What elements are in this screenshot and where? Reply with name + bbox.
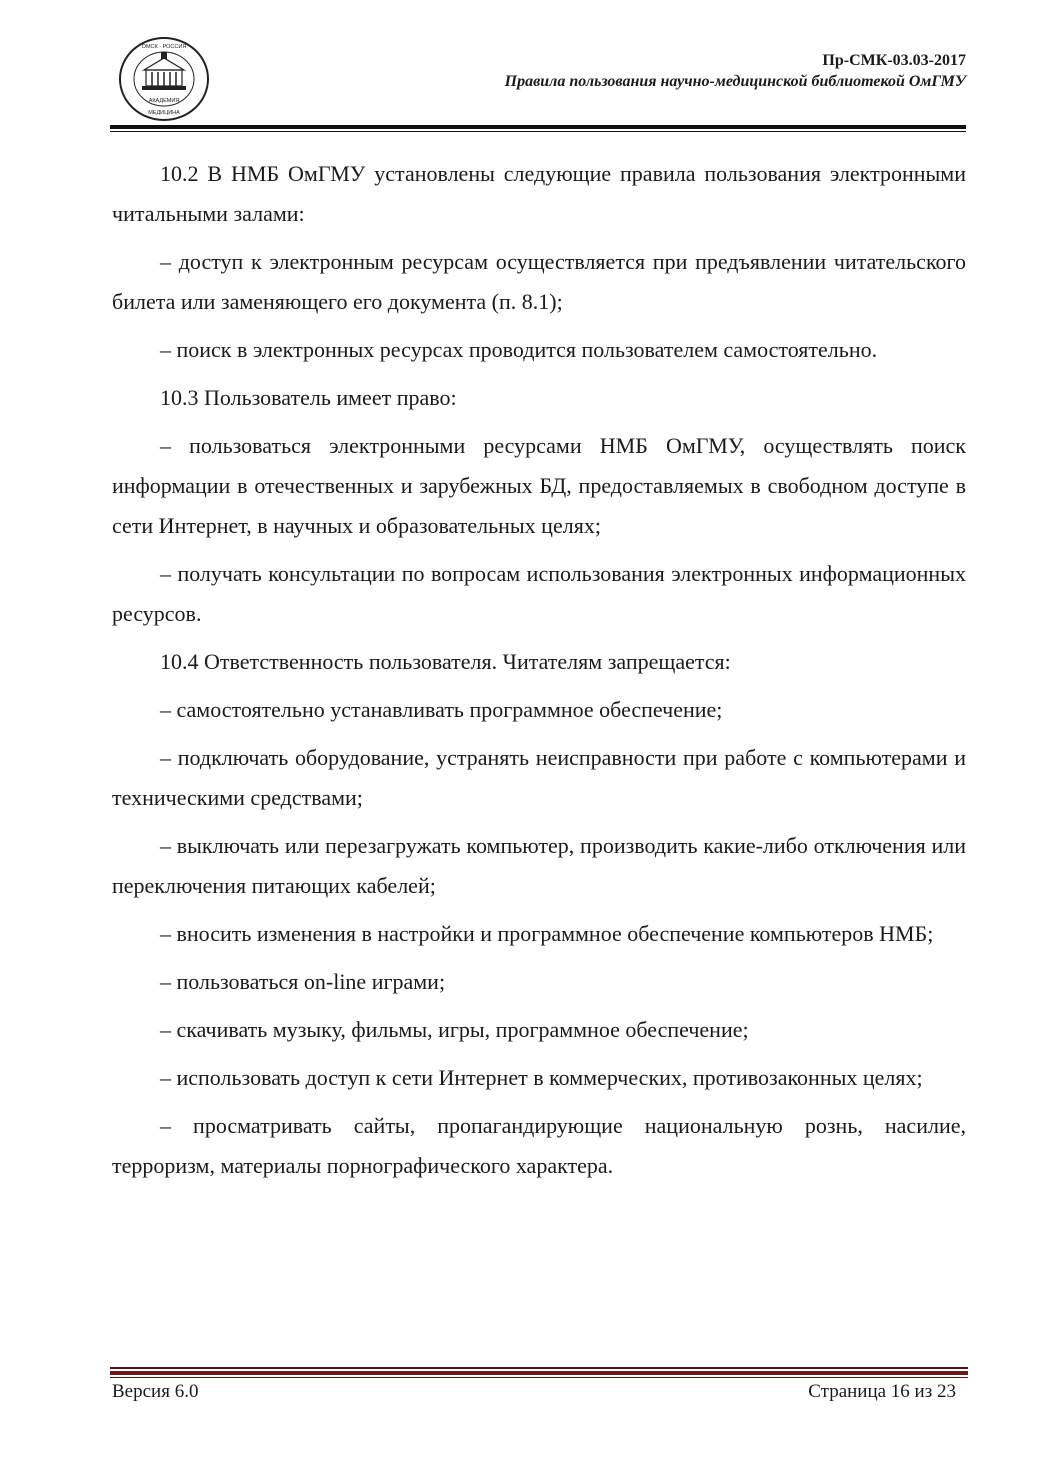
list-item: – самостоятельно устанавливать программное обеспечение; <box>160 697 723 722</box>
list-item: – пользоваться электронными ресурсами НМБ ОмГМУ, осуществлять поиск информации в отечественных и зарубежных БД, предоставляемых в свободном доступе в сети Интернет, в научных и образовательных целях; <box>112 433 966 538</box>
paragraph-10-4: 10.4 Ответственность пользователя. Читателям запрещается: <box>160 649 731 674</box>
paragraph-10-3: 10.3 Пользователь имеет право: <box>160 385 457 410</box>
list-item: – просматривать сайты, пропагандирующие национальную рознь, насилие, терроризм, материалы порнографического характера. <box>112 1113 966 1178</box>
list-item: – пользоваться on-line играми; <box>160 969 446 994</box>
document-body <box>112 154 966 1194</box>
document-code: Пр-СМК-03.03-2017 <box>822 52 966 69</box>
svg-text:ОМСК · РОССИЯ: ОМСК · РОССИЯ <box>141 44 187 50</box>
list-item: – доступ к электронным ресурсам осуществляется при предъявлении читательского билета или заменяющего его документа (п. 8.1); <box>112 249 966 314</box>
list-item: – выключать или перезагружать компьютер, производить какие-либо отключения или переключения питающих кабелей; <box>112 833 966 898</box>
list-item: – вносить изменения в настройки и программное обеспечение компьютеров НМБ; <box>160 921 934 946</box>
header-divider-thin <box>110 131 966 132</box>
document-title: Правила пользования научно-медицинской библиотекой ОмГМУ <box>504 73 966 90</box>
footer-divider <box>110 1371 968 1375</box>
academy-seal-logo <box>118 36 210 122</box>
list-item: – использовать доступ к сети Интернет в коммерческих, противозаконных целях; <box>160 1065 923 1090</box>
footer-divider-top <box>110 1367 968 1369</box>
list-item: – поиск в электронных ресурсах проводится пользователем самостоятельно. <box>160 337 878 362</box>
page-number: Страница 16 из 23 <box>808 1381 956 1402</box>
list-item: – скачивать музыку, фильмы, игры, программное обеспечение; <box>160 1017 749 1042</box>
list-item: – подключать оборудование, устранять неисправности при работе с компьютерами и техническими средствами; <box>112 745 966 810</box>
svg-text:МЕДИЦИНА: МЕДИЦИНА <box>148 110 180 116</box>
footer-divider-bottom <box>110 1377 968 1378</box>
svg-text:АКАДЕМИЯ: АКАДЕМИЯ <box>148 98 180 104</box>
paragraph-10-2: 10.2 В НМБ ОмГМУ установлены следующие правила пользования электронными читальными залами: <box>112 161 966 226</box>
list-item: – получать консультации по вопросам использования электронных информационных ресурсов. <box>112 561 966 626</box>
header-divider <box>110 125 966 129</box>
version-label: Версия 6.0 <box>112 1381 199 1402</box>
